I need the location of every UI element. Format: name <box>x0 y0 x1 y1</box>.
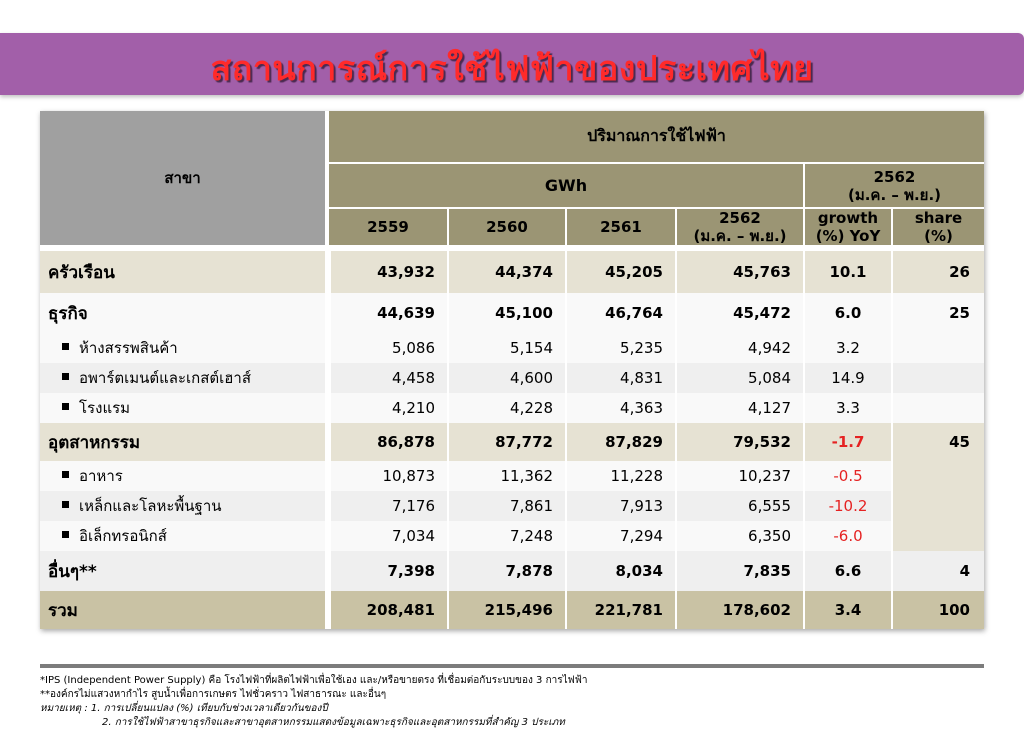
cell-2561: 5,235 <box>565 333 675 363</box>
cell-2561: 8,034 <box>565 551 675 591</box>
table-row <box>40 393 984 423</box>
cell-2560: 7,878 <box>447 551 565 591</box>
cell-2559: 4,458 <box>329 363 447 393</box>
header-share-label: share <box>914 209 963 227</box>
header-year-2562 <box>675 207 803 251</box>
cell-2562: 4,127 <box>675 393 803 423</box>
bullet-icon <box>62 471 69 478</box>
cell-share <box>891 393 984 423</box>
cell-share: 4 <box>891 551 984 591</box>
cell-2559: 5,086 <box>329 333 447 363</box>
footnotes <box>40 674 1000 730</box>
cell-share: 100 <box>891 591 984 629</box>
row-label-text: ห้างสรรพสินค้า <box>79 339 178 357</box>
cell-growth: -1.7 <box>803 423 891 461</box>
bullet-icon <box>62 403 69 410</box>
header-2562-top <box>803 164 984 207</box>
row-label-text: เหล็กและโลหะพื้นฐาน <box>79 497 222 515</box>
cell-2560: 215,496 <box>447 591 565 629</box>
cell-growth: 14.9 <box>803 363 891 393</box>
footnote-remark-1: หมายเหตุ : 1. การเปลี่ยนแปลง (%) เทียบกับช่วงเวลาเดียวกันของปี <box>40 703 328 714</box>
header-year-2562-label: 2562 <box>719 209 761 227</box>
cell-share <box>891 491 984 521</box>
bullet-icon <box>62 343 69 350</box>
cell-2559: 208,481 <box>329 591 447 629</box>
row-label: ครัวเรือน <box>40 251 329 293</box>
header-year-2560: 2560 <box>447 207 565 251</box>
title-banner <box>0 33 1024 95</box>
header-year-2562-period: (ม.ค. – พ.ย.) <box>693 227 787 245</box>
row-label <box>40 491 329 521</box>
cell-growth: 3.3 <box>803 393 891 423</box>
cell-2559: 43,932 <box>329 251 447 293</box>
cell-2562: 4,942 <box>675 333 803 363</box>
table-row <box>40 491 984 521</box>
row-label-text: อพาร์ตเมนต์และเกสต์เฮาส์ <box>79 369 252 387</box>
cell-2561: 87,829 <box>565 423 675 461</box>
cell-2562: 45,763 <box>675 251 803 293</box>
row-label <box>40 363 329 393</box>
cell-growth: 10.1 <box>803 251 891 293</box>
cell-2561: 4,363 <box>565 393 675 423</box>
cell-2560: 11,362 <box>447 461 565 491</box>
cell-growth: -0.5 <box>803 461 891 491</box>
table-row <box>40 333 984 363</box>
cell-2562: 45,472 <box>675 293 803 333</box>
cell-growth: 6.6 <box>803 551 891 591</box>
row-label: รวม <box>40 591 329 629</box>
cell-2562: 5,084 <box>675 363 803 393</box>
cell-2559: 7,176 <box>329 491 447 521</box>
header-sector: สาขา <box>40 111 329 251</box>
header-growth-unit: (%) YoY <box>815 227 881 245</box>
row-label: ธุรกิจ <box>40 293 329 333</box>
cell-2560: 5,154 <box>447 333 565 363</box>
cell-2560: 4,228 <box>447 393 565 423</box>
cell-share <box>891 333 984 363</box>
cell-2559: 4,210 <box>329 393 447 423</box>
footnote-ips: *IPS (Independent Power Supply) คือ โรงไฟฟ้าที่ผลิตไฟฟ้าเพื่อใช้เอง และ/หรือขายตรง ที่เชื่อมต่อกับระบบของ 3 การไฟฟ้า <box>40 675 588 686</box>
cell-2560: 45,100 <box>447 293 565 333</box>
header-2562-year: 2562 <box>873 167 916 186</box>
row-label: อื่นๆ** <box>40 551 329 591</box>
bullet-icon <box>62 531 69 538</box>
header-growth-label: growth <box>817 209 879 227</box>
cell-growth: 3.4 <box>803 591 891 629</box>
cell-2561: 4,831 <box>565 363 675 393</box>
cell-share: 25 <box>891 293 984 333</box>
cell-2561: 45,205 <box>565 251 675 293</box>
table-row <box>40 251 984 293</box>
footnote-remark-2: 2. การใช้ไฟฟ้าสาขาธุรกิจและสาขาอุตสาหกรรมแสดงข้อมูลเฉพาะธุรกิจและอุตสาหกรรมที่สำคัญ 3 ประเภท <box>102 717 565 728</box>
cell-share: 45 <box>891 423 984 461</box>
cell-2562: 6,350 <box>675 521 803 551</box>
header-growth <box>803 207 891 251</box>
row-label <box>40 333 329 363</box>
header-unit: GWh <box>329 164 803 207</box>
row-label-text: โรงแรม <box>79 399 131 417</box>
bullet-icon <box>62 501 69 508</box>
row-label <box>40 521 329 551</box>
table-row <box>40 521 984 551</box>
header-share-unit: (%) <box>924 227 953 245</box>
cell-2562: 7,835 <box>675 551 803 591</box>
table-row <box>40 363 984 393</box>
row-label-text: อาหาร <box>79 467 123 485</box>
bullet-icon <box>62 373 69 380</box>
cell-2562: 79,532 <box>675 423 803 461</box>
cell-share <box>891 461 984 491</box>
table-row <box>40 423 984 461</box>
cell-2559: 44,639 <box>329 293 447 333</box>
header-year-2559: 2559 <box>329 207 447 251</box>
electricity-usage-table <box>40 111 984 629</box>
cell-2562: 6,555 <box>675 491 803 521</box>
table-row <box>40 551 984 591</box>
cell-2560: 7,861 <box>447 491 565 521</box>
row-label-text: อิเล็กทรอนิกส์ <box>79 527 167 545</box>
cell-share <box>891 521 984 551</box>
cell-2559: 7,398 <box>329 551 447 591</box>
cell-2561: 7,294 <box>565 521 675 551</box>
row-label <box>40 393 329 423</box>
cell-share <box>891 363 984 393</box>
cell-2559: 86,878 <box>329 423 447 461</box>
header-share <box>891 207 984 251</box>
header-2562-period: (ม.ค. – พ.ย.) <box>847 185 942 204</box>
cell-growth: -10.2 <box>803 491 891 521</box>
table-row-total <box>40 591 984 629</box>
cell-2562: 10,237 <box>675 461 803 491</box>
header-year-2561: 2561 <box>565 207 675 251</box>
table-row <box>40 461 984 491</box>
cell-growth: -6.0 <box>803 521 891 551</box>
cell-2559: 10,873 <box>329 461 447 491</box>
footer-divider <box>40 664 984 668</box>
cell-share: 26 <box>891 251 984 293</box>
table-row <box>40 293 984 333</box>
cell-2562: 178,602 <box>675 591 803 629</box>
cell-2560: 44,374 <box>447 251 565 293</box>
cell-2561: 7,913 <box>565 491 675 521</box>
footnote-others: **องค์กรไม่แสวงหากำไร สูบน้ำเพื่อการเกษตร ไฟชั่วคราว ไฟสาธารณะ และอื่นๆ <box>40 689 387 700</box>
cell-growth: 6.0 <box>803 293 891 333</box>
cell-2560: 87,772 <box>447 423 565 461</box>
cell-2559: 7,034 <box>329 521 447 551</box>
cell-2560: 7,248 <box>447 521 565 551</box>
cell-2561: 221,781 <box>565 591 675 629</box>
row-label <box>40 461 329 491</box>
row-label: อุตสาหกรรม <box>40 423 329 461</box>
header-usage: ปริมาณการใช้ไฟฟ้า <box>329 111 984 164</box>
cell-2561: 11,228 <box>565 461 675 491</box>
cell-2561: 46,764 <box>565 293 675 333</box>
cell-growth: 3.2 <box>803 333 891 363</box>
cell-2560: 4,600 <box>447 363 565 393</box>
page-title: สถานการณ์การใช้ไฟฟ้าของประเทศไทย <box>210 49 814 89</box>
